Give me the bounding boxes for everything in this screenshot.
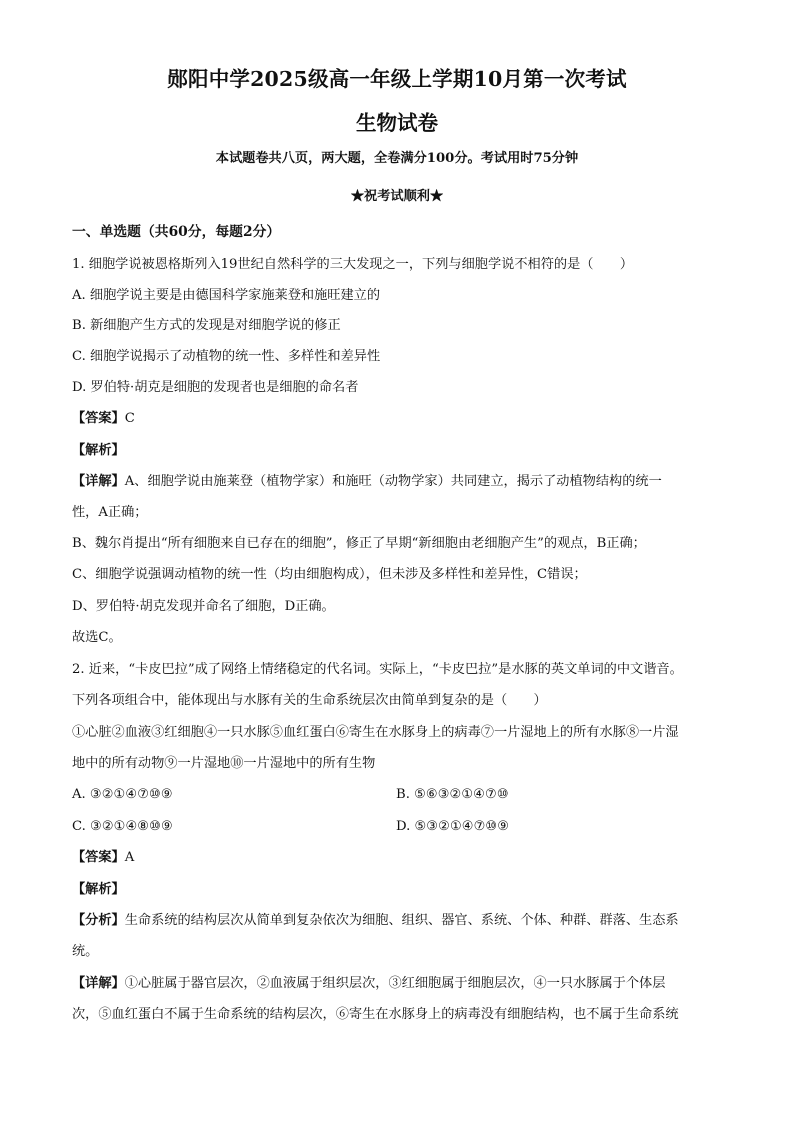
q1-detail-line-5: D、罗伯特·胡克发现并命名了细胞，D正确。	[72, 599, 335, 614]
q1-option-d: D. 罗伯特·胡克是细胞的发现者也是细胞的命名者	[72, 380, 359, 395]
q1-conclusion: 故选C。	[72, 630, 122, 645]
q1-option-b: B. 新细胞产生方式的发现是对细胞学说的修正	[72, 318, 341, 333]
q2-option-c: C. ③②①④⑧⑩⑨	[72, 819, 173, 834]
section-heading: 一、单选题（共60分，每题2分）	[72, 224, 281, 240]
q2-items-line-2: 地中的所有动物⑨一片湿地⑩一片湿地中的所有生物	[72, 756, 376, 771]
exam-notice: 本试题卷共八页，两大题，全卷满分100分。考试用时75分钟	[215, 151, 579, 166]
q1-stem: 1. 细胞学说被恩格斯列入19世纪自然科学的三大发现之一，下列与细胞学说不相符的是（ ）	[72, 257, 634, 272]
q1-option-c: C. 细胞学说揭示了动植物的统一性、多样性和差异性	[72, 349, 381, 364]
q1-detail-line-1	[72, 473, 662, 491]
q1-detail-label: 【详解】	[72, 474, 125, 489]
q2-stem-line-2: 下列各项组合中，能体现出与水豚有关的生命系统层次由简单到复杂的是（ ）	[72, 693, 547, 708]
q2-items-line-1: ①心脏②血液③红细胞④一只水豚⑤血红蛋白⑥寄生在水豚身上的病毒⑦一片湿地上的所有水豚⑧一片湿	[72, 725, 679, 740]
q2-fenxi-line-2: 统。	[72, 944, 99, 959]
q1-detail-line-2: 性，A正确；	[72, 505, 148, 520]
q2-detail-line-1	[72, 975, 665, 993]
q2-answer	[72, 849, 134, 867]
exam-subtitle: 生物试卷	[356, 111, 438, 135]
q2-fenxi-text-1: 生命系统的结构层次从简单到复杂依次为细胞、组织、器官、系统、个体、种群、群落、生态系	[124, 913, 679, 928]
q2-analysis-label: 【解析】	[72, 882, 125, 897]
q1-answer	[72, 410, 135, 428]
q2-option-a: A. ③②①④⑦⑩⑨	[72, 787, 173, 802]
q1-answer-label: 【答案】	[72, 411, 125, 426]
q2-detail-text-1: ①心脏属于器官层次，②血液属于组织层次，③红细胞属于细胞层次，④一只水豚属于个体层	[124, 976, 666, 991]
q2-fenxi-line-1	[72, 912, 679, 930]
q2-option-d: D. ⑤③②①④⑦⑩⑨	[396, 819, 510, 834]
q2-answer-label: 【答案】	[72, 850, 125, 865]
q2-answer-value: A	[124, 850, 135, 865]
q1-option-a: A. 细胞学说主要是由德国科学家施莱登和施旺建立的	[72, 288, 381, 303]
q1-analysis-label: 【解析】	[72, 443, 125, 458]
q2-fenxi-label: 【分析】	[72, 913, 125, 928]
q2-detail-label: 【详解】	[72, 976, 125, 991]
exam-title: 郧阳中学2025级高一年级上学期10月第一次考试	[167, 67, 627, 91]
q1-detail-text-1: A、细胞学说由施莱登（植物学家）和施旺（动物学家）共同建立，揭示了动植物结构的统一	[124, 474, 662, 489]
q1-answer-value: C	[124, 411, 135, 426]
q2-option-b: B. ⑤⑥③②①④⑦⑩	[396, 787, 509, 802]
q1-detail-line-3: B、魏尔肖提出“所有细胞来自已存在的细胞”，修正了早期“新细胞由老细胞产生”的观点，B正确；	[72, 536, 646, 551]
q2-detail-line-2: 次，⑤血红蛋白不属于生命系统的结构层次，⑥寄生在水豚身上的病毒没有细胞结构，也不属于生命系统	[72, 1007, 679, 1022]
q2-stem-line-1: 2. 近来，“卡皮巴拉”成了网络上情绪稳定的代名词。实际上，“卡皮巴拉”是水豚的英文单词的中文谐音。	[72, 662, 683, 677]
q1-detail-line-4: C、细胞学说强调动植物的统一性（均由细胞构成），但未涉及多样性和差异性，C错误；	[72, 567, 587, 582]
exam-blessing: ★祝考试顺利★	[350, 189, 444, 204]
